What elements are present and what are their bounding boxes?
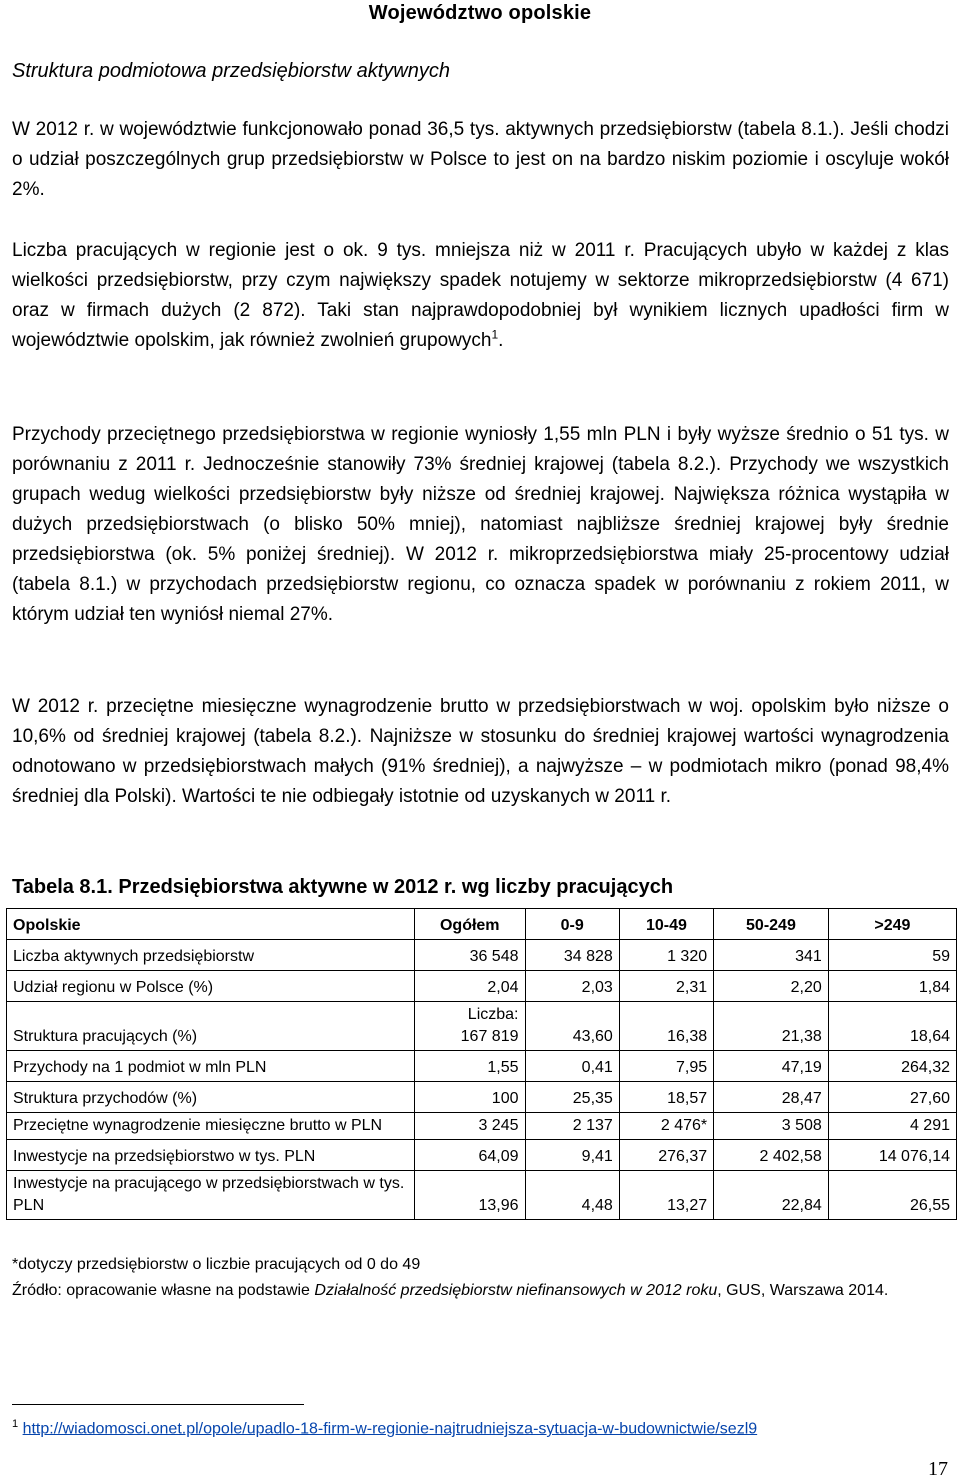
source-note [12, 1280, 949, 1302]
table-cell: 64,09 [415, 1140, 526, 1171]
table-cell: 2 137 [525, 1113, 619, 1140]
footnote-link[interactable]: http://wiadomosci.onet.pl/opole/upadlo-18-firm-w-regionie-najtrudniejsza-sytuacja-w-budownictwie/sezl9 [22, 1420, 758, 1438]
table-header-cell: Opolskie [7, 909, 415, 940]
row-label: Przeciętne wynagrodzenie miesięczne brutto w PLN [7, 1113, 415, 1140]
table-cell: 13,27 [619, 1171, 713, 1220]
row-label: Przychody na 1 podmiot w mln PLN [7, 1051, 415, 1082]
table-cell: 47,19 [714, 1051, 829, 1082]
table-cell: 276,37 [619, 1140, 713, 1171]
table-cell: 18,64 [828, 1002, 956, 1051]
table-cell: 341 [714, 940, 829, 971]
row-label: Liczba aktywnych przedsiębiorstw [7, 940, 415, 971]
paragraph-1: W 2012 r. w województwie funkcjonowało ponad 36,5 tys. aktywnych przedsiębiorstw (tabela 8.1.). Jeśli chodzi o udział poszczególnych grup przedsiębiorstw w Polsce to jest on na bardzo niskim poziomie i oscyluje wokół 2%. [12, 119, 949, 200]
page-title: Województwo opolskie [368, 2, 592, 24]
table-cell: 34 828 [525, 940, 619, 971]
table-cell: 1,55 [415, 1051, 526, 1082]
table-cell: 36 548 [415, 940, 526, 971]
table-cell: 2 476* [619, 1113, 713, 1140]
table-cell: 2,03 [525, 971, 619, 1002]
table-cell: 7,95 [619, 1051, 713, 1082]
footnote-number: 1 [12, 1418, 19, 1430]
table-row [7, 940, 957, 971]
table-row [7, 1113, 957, 1140]
source-suffix: , GUS, Warszawa 2014. [717, 1282, 889, 1299]
table-cell: 264,32 [828, 1051, 956, 1082]
paragraph-4: W 2012 r. przeciętne miesięczne wynagrodzenie brutto w przedsiębiorstwach w woj. opolskim było niższe o 10,6% od średniej krajowej (tabela 8.2.). Najniższe w stosunku do średniej krajowej wartości wynagrodzenia odnotowano w przedsiębiorstwach małych (91% średniej), a najwyższe – w podmiotach mikro (ponad 98,4% średniej dla Polski). Wartości te nie odbiegały istotnie od uzyskanych w 2011 r. [12, 696, 949, 807]
asterisk-note: *dotyczy przedsiębiorstw o liczbie pracujących od 0 do 49 [12, 1256, 421, 1273]
table-cell: 16,38 [619, 1002, 713, 1051]
table-cell [415, 1002, 526, 1051]
table-cell: 0,41 [525, 1051, 619, 1082]
table-cell: 27,60 [828, 1082, 956, 1113]
paragraph-3: Przychody przeciętnego przedsiębiorstwa w regionie wyniosły 1,55 mln PLN i były wyższe średnio o 51 tys. w porównaniu z 2011 r. Jednocześnie stanowiły 73% średniej krajowej (tabela 8.2.). Przychody we wszystkich grupach wedug wielkości przedsiębiorstw były niższe od średniej krajowej. Największa różnica wystąpiła w dużych przedsiębiorstwach (o blisko 50% mniej), natomiast najbliższe średniej krajowej były średnie przedsiębiorstwa (ok. 5% poniżej średniej). W 2012 r. mikroprzedsiębiorstwa miały 25-procentowy udział (tabela 8.1.) w przychodach przedsiębiorstw regionu, co oznacza spadek w porównaniu z rokiem 2011, w którym udział ten wyniósł niemal 27%. [12, 424, 949, 625]
table-cell: 25,35 [525, 1082, 619, 1113]
table-row [7, 1140, 957, 1171]
table-cell: 28,47 [714, 1082, 829, 1113]
footnote-ref[interactable]: 1 [491, 327, 499, 342]
table-cell: 18,57 [619, 1082, 713, 1113]
table-cell: 14 076,14 [828, 1140, 956, 1171]
table-row [7, 1082, 957, 1113]
row-label: Udział regionu w Polsce (%) [7, 971, 415, 1002]
table-cell: 9,41 [525, 1140, 619, 1171]
table-cell: 59 [828, 940, 956, 971]
table-row [7, 1171, 957, 1220]
table-cell: 2 402,58 [714, 1140, 829, 1171]
table-cell: 3 245 [415, 1113, 526, 1140]
table-header-cell: 50-249 [714, 909, 829, 940]
table-cell: 13,96 [415, 1171, 526, 1220]
row-label: Inwestycje na pracującego w przedsiębiorstwach w tys. PLN [7, 1171, 415, 1220]
page-number: 17 [928, 1458, 948, 1480]
table-cell: 26,55 [828, 1171, 956, 1220]
table-title: Tabela 8.1. Przedsiębiorstwa aktywne w 2012 r. wg liczby pracujących [12, 876, 674, 898]
paragraph-2: Liczba pracujących w regionie jest o ok. 9 tys. mniejsza niż w 2011 r. Pracujących ubyło w każdej z klas wielkości przedsiębiorstw, przy czym największy spadek notujemy w sektorze mikroprzedsiębiorstw (4 671) oraz w firmach dużych (2 872). Taki stan najprawdopodobniej był wynikiem licznych upadłości firm w województwie opolskim, jak również zwolnień grupowych$^1$. [12, 240, 949, 351]
count-value: 167 819 [460, 1028, 519, 1045]
row-label: Inwestycje na przedsiębiorstwo w tys. PLN [7, 1140, 415, 1171]
enterprises-table [6, 908, 957, 1220]
row-label: Struktura pracujących (%) [7, 1002, 415, 1051]
table-cell: 22,84 [714, 1171, 829, 1220]
table-cell: 3 508 [714, 1113, 829, 1140]
table-row [7, 1002, 957, 1051]
table-cell: 100 [415, 1082, 526, 1113]
table-cell: 2,31 [619, 971, 713, 1002]
table-header-cell: 10-49 [619, 909, 713, 940]
footnote-divider [12, 1404, 304, 1405]
table-cell: 21,38 [714, 1002, 829, 1051]
source-prefix: Źródło: opracowanie własne na podstawie [12, 1282, 310, 1299]
paragraph-2-text: Liczba pracujących w regionie jest o ok. 9 tys. mniejsza niż w 2011 r. Pracujących ubyło w każdej z klas wielkości przedsiębiorstw, przy czym największy spadek notujemy w sektorze mikroprzedsiębiorstw (4 671) oraz w firmach dużych (2 872). Taki stan najprawdopodobniej był wynikiem licznych upadłości firm w województwie opolskim, jak również zwolnień grupowych [12, 240, 949, 351]
table-header-row [7, 909, 957, 940]
row-label: Struktura przychodów (%) [7, 1082, 415, 1113]
table-header-cell: >249 [828, 909, 956, 940]
table-cell: 43,60 [525, 1002, 619, 1051]
table-cell: 2,20 [714, 971, 829, 1002]
count-prefix: Liczba: [467, 1006, 519, 1023]
table-row [7, 1051, 957, 1082]
table-cell: 4 291 [828, 1113, 956, 1140]
footnote [12, 1418, 757, 1438]
section-subtitle: Struktura podmiotowa przedsiębiorstw aktywnych [12, 60, 450, 82]
table-cell: 1 320 [619, 940, 713, 971]
table-cell: 2,04 [415, 971, 526, 1002]
table-header-cell: 0-9 [525, 909, 619, 940]
table-cell: 1,84 [828, 971, 956, 1002]
table-row [7, 971, 957, 1002]
table-header-cell: Ogółem [415, 909, 526, 940]
source-title: Działalność przedsiębiorstw niefinansowych w 2012 roku [314, 1282, 718, 1299]
table-cell: 4,48 [525, 1171, 619, 1220]
